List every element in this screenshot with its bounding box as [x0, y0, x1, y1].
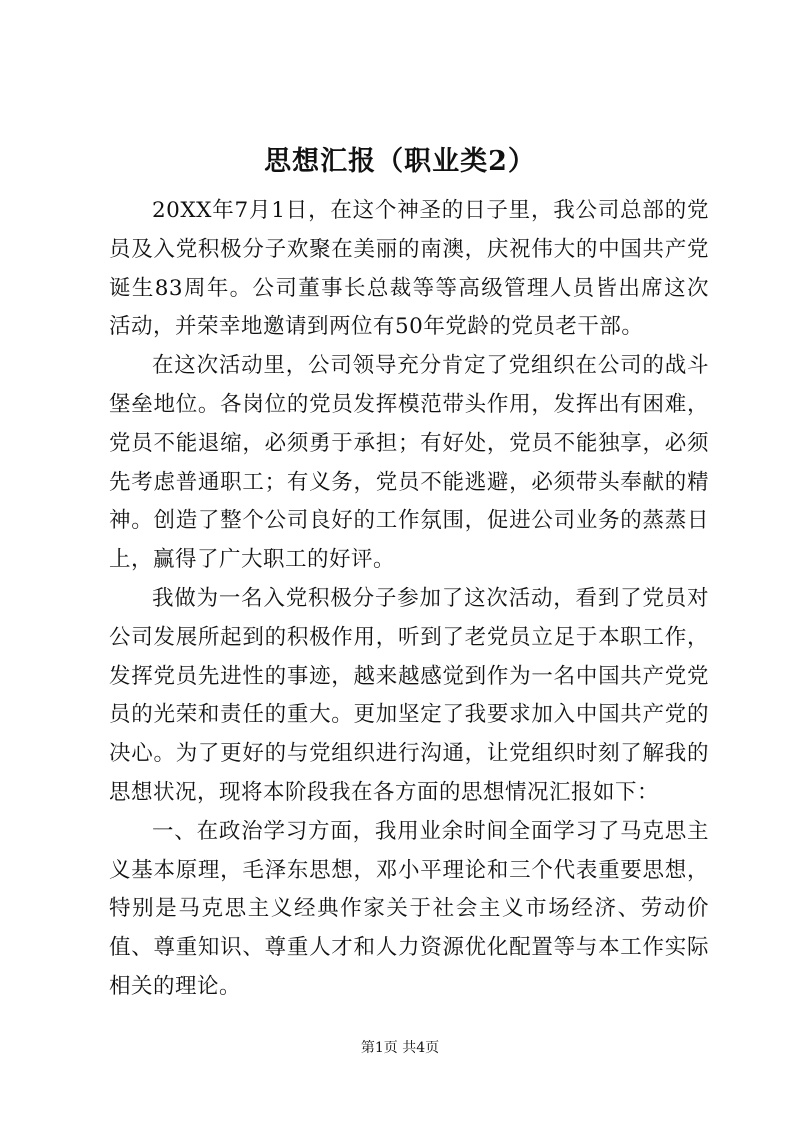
paragraph-4: 一、在政治学习方面，我用业余时间全面学习了马克思主义基本原理，毛泽东思想，邓小平理论和三个代表重要思想，特别是马克思主义经典作家关于社会主义市场经济、劳动价值、尊重知识、尊重人才和人力资源优化配置等与本工作实际相关的理论。 [109, 818, 709, 999]
paragraph-3: 我做为一名入党积极分子参加了这次活动，看到了党员对公司发展所起到的积极作用，听到了老党员立足于本职工作，发挥党员先进性的事迹，越来越感觉到作为一名中国共产党党员的光荣和责任的重大。更加坚定了我要求加入中国共产党的决心。为了更好的与党组织进行沟通，让党组织时刻了解我的思想状况，现将本阶段我在各方面的思想情况汇报如下： [109, 585, 709, 805]
paragraph-1: 20XX年7月1日，在这个神圣的日子里，我公司总部的党员及入党积极分子欢聚在美丽的南澳，庆祝伟大的中国共产党诞生83周年。公司董事长总裁等等高级管理人员皆出席这次活动，并荣幸地邀请到两位有50年党龄的党员老干部。 [109, 198, 709, 340]
document-title: 思想汇报（职业类2） [264, 146, 536, 177]
page-footer: 第1页 共4页 [360, 1040, 440, 1056]
document-body [109, 192, 709, 1007]
paragraph-2: 在这次活动里，公司领导充分肯定了党组织在公司的战斗堡垒地位。各岗位的党员发挥模范带头作用，发挥出有困难，党员不能退缩，必须勇于承担；有好处，党员不能独享，必须先考虑普通职工；有义务，党员不能逃避，必须带头奉献的精神。创造了整个公司良好的工作氛围，促进公司业务的蒸蒸日上，赢得了广大职工的好评。 [109, 353, 709, 573]
